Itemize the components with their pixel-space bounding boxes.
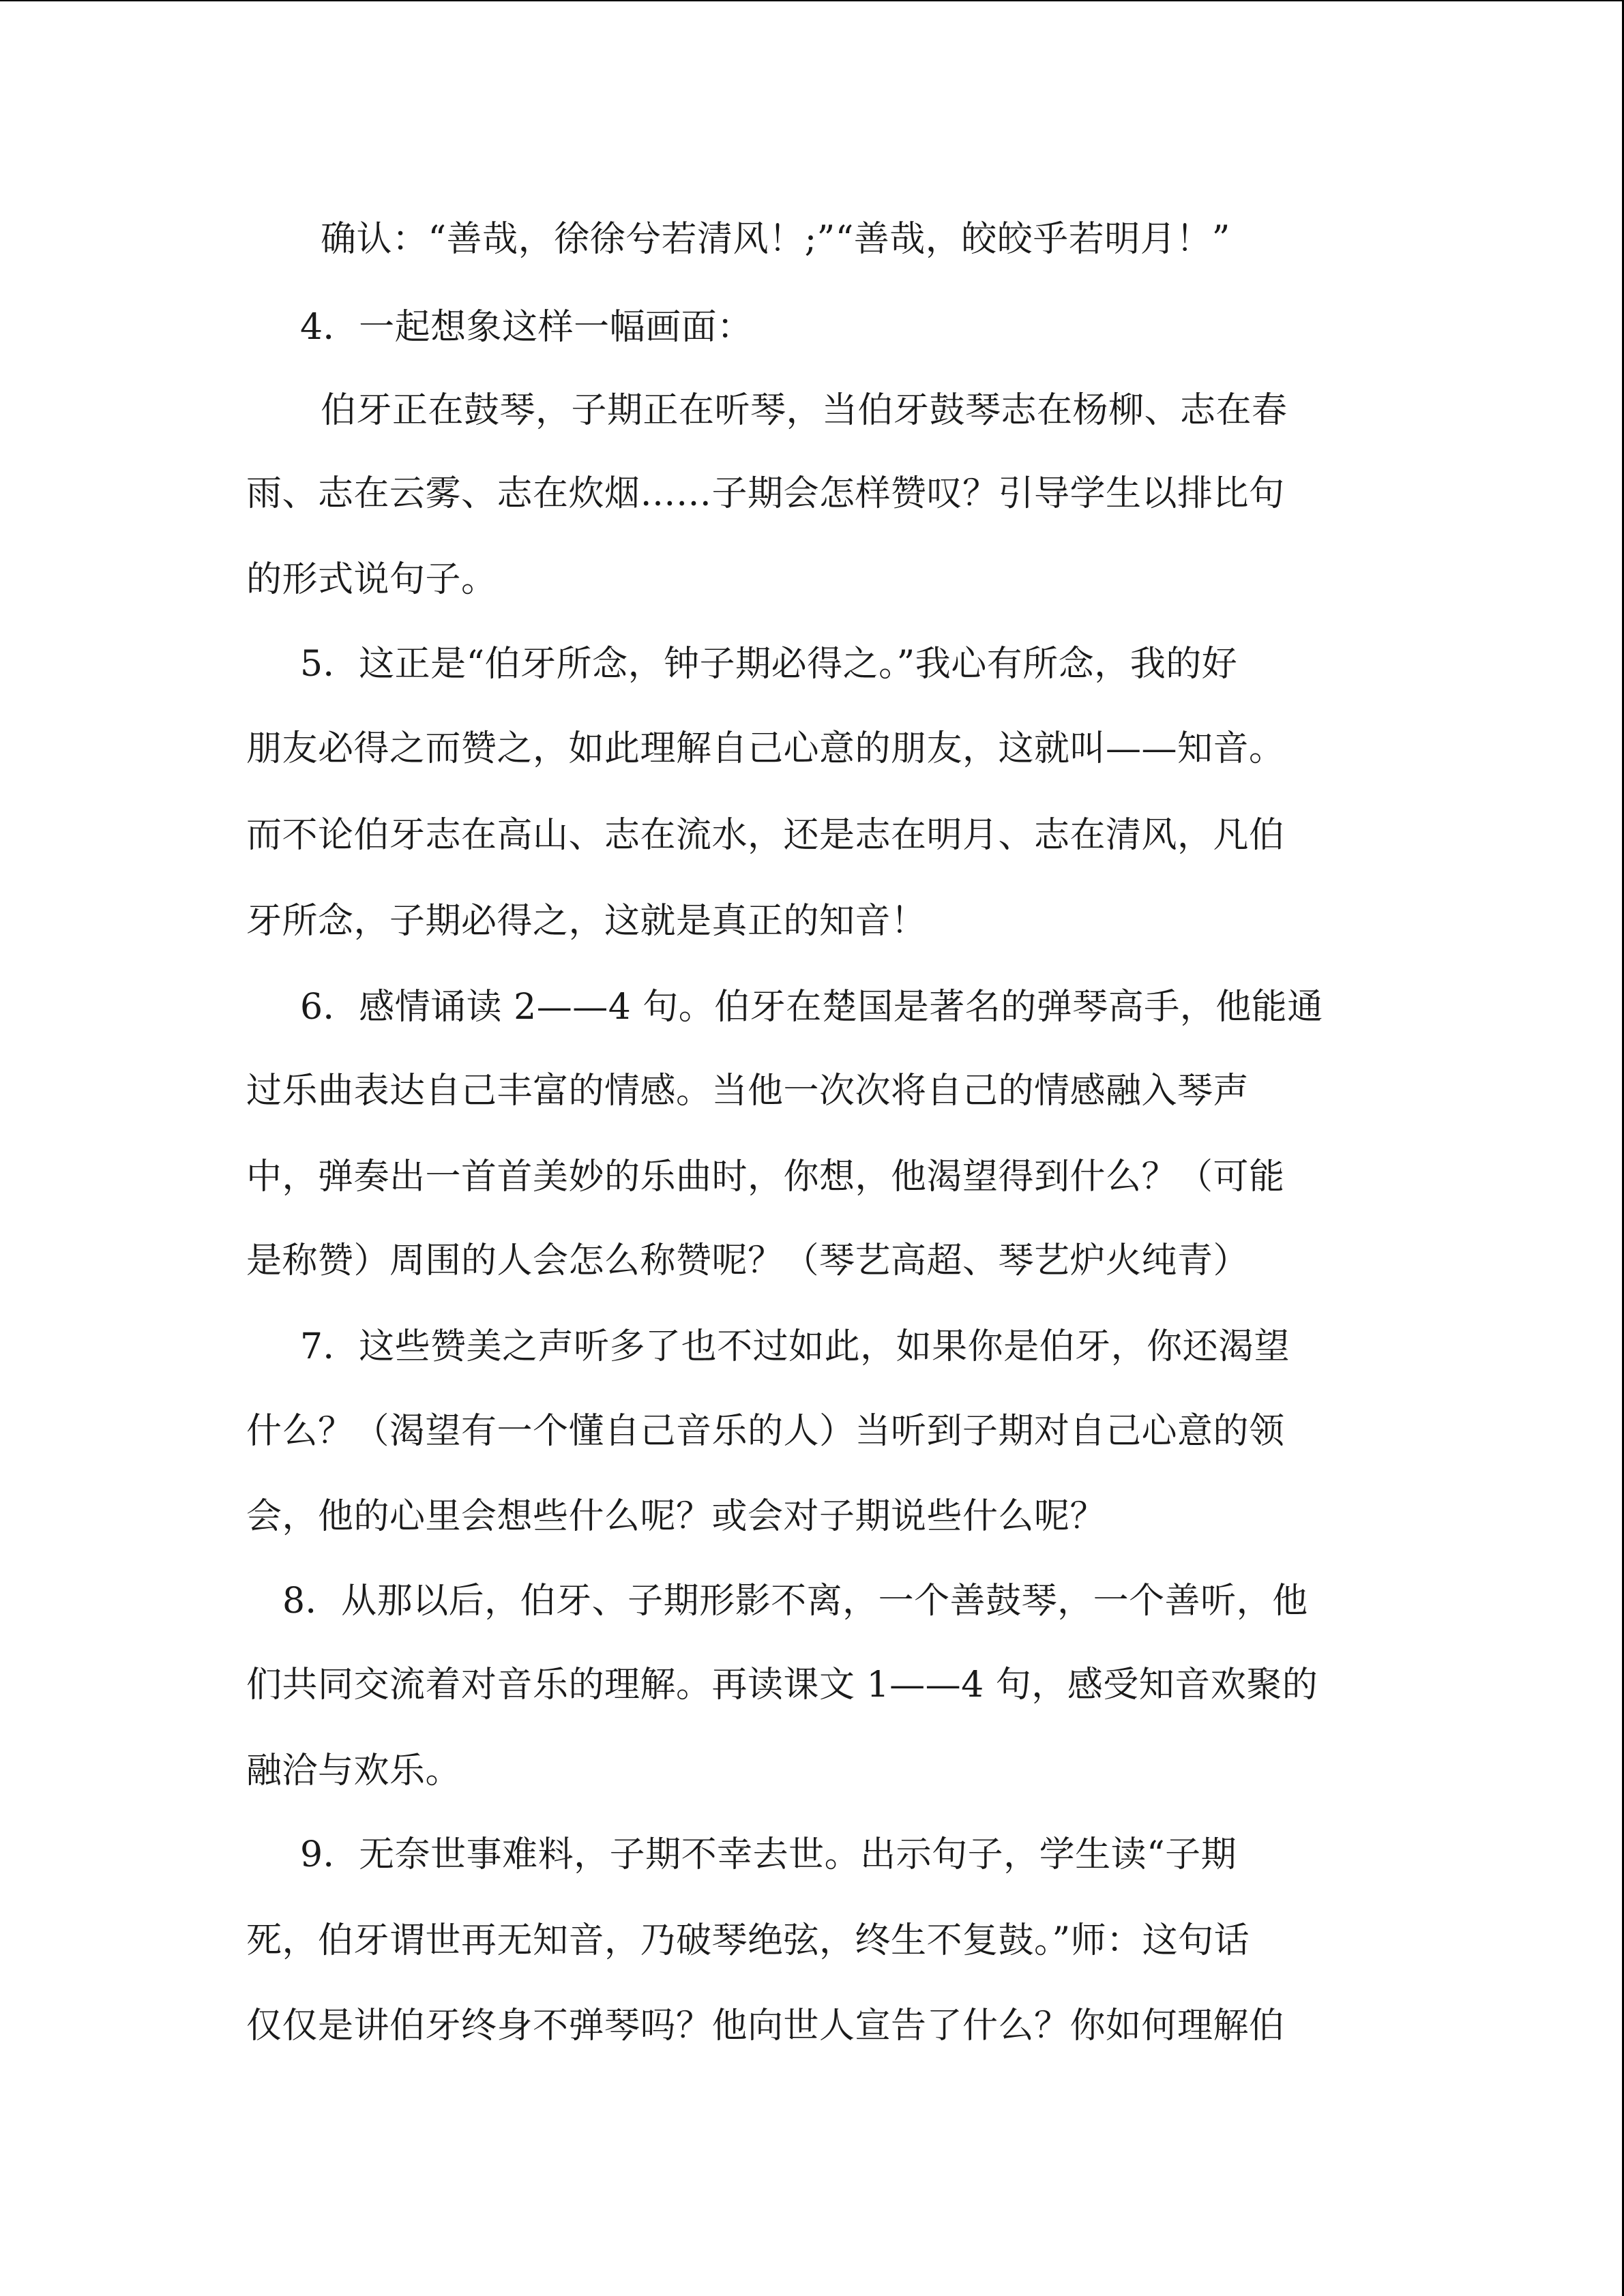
text-line-14: 7．这些赞美之声听多了也不过如此，如果你是伯牙，你还渴望 — [300, 1326, 1290, 1367]
text-line-10: 6．感情诵读 2——4 句。伯牙在楚国是著名的弹琴高手，他能通 — [300, 987, 1323, 1028]
text-line-16: 会，他的心里会想些什么呢？或会对子期说些什么呢？ — [246, 1496, 1106, 1537]
text-line-21: 死，伯牙谓世再无知音，乃破琴绝弦，终生不复鼓。”师：这句话 — [246, 1920, 1250, 1961]
text-line-9: 牙所念，子期必得之，这就是真正的知音！ — [246, 901, 927, 942]
text-line-19: 融洽与欢乐。 — [246, 1750, 462, 1791]
text-line-20: 9．无奈世事难料，子期不幸去世。出示句子，学生读“子期 — [300, 1834, 1237, 1875]
text-line-15: 什么？（渴望有一个懂自己音乐的人）当听到子期对自己心意的领 — [246, 1411, 1285, 1452]
text-line-8: 而不论伯牙志在高山、志在流水，还是志在明月、志在清风，凡伯 — [246, 815, 1285, 856]
text-line-3: 伯牙正在鼓琴，子期正在听琴，当伯牙鼓琴志在杨柳、志在春 — [321, 390, 1288, 431]
text-line-5: 的形式说句子。 — [246, 559, 497, 600]
page-top-border — [0, 0, 1624, 1]
text-line-4: 雨、志在云雾、志在炊烟……子期会怎样赞叹？引导学生以排比句 — [246, 473, 1285, 514]
text-line-11: 过乐曲表达自己丰富的情感。当他一次次将自己的情感融入琴声 — [246, 1071, 1250, 1112]
text-line-7: 朋友必得之而赞之，如此理解自己心意的朋友，这就叫——知音。 — [246, 728, 1285, 769]
text-line-13: 是称赞）周围的人会怎么称赞呢？（琴艺高超、琴艺炉火纯青） — [246, 1240, 1250, 1281]
text-line-1: 确认：“善哉，徐徐兮若清风！;”“善哉，皎皎乎若明月！” — [321, 219, 1230, 260]
text-line-17: 8．从那以后，伯牙、子期形影不离，一个善鼓琴，一个善听，他 — [282, 1581, 1308, 1622]
text-line-6: 5．这正是“伯牙所念，钟子期必得之。”我心有所念，我的好 — [300, 644, 1238, 685]
text-line-12: 中，弹奏出一首首美妙的乐曲时，你想，他渴望得到什么？（可能 — [246, 1157, 1285, 1197]
text-line-22: 仅仅是讲伯牙终身不弹琴吗？他向世人宣告了什么？你如何理解伯 — [246, 2006, 1285, 2046]
text-line-18: 们共同交流着对音乐的理解。再读课文 1——4 句，感受知音欢聚的 — [246, 1665, 1318, 1705]
text-line-2: 4．一起想象这样一幅画面： — [300, 307, 753, 348]
